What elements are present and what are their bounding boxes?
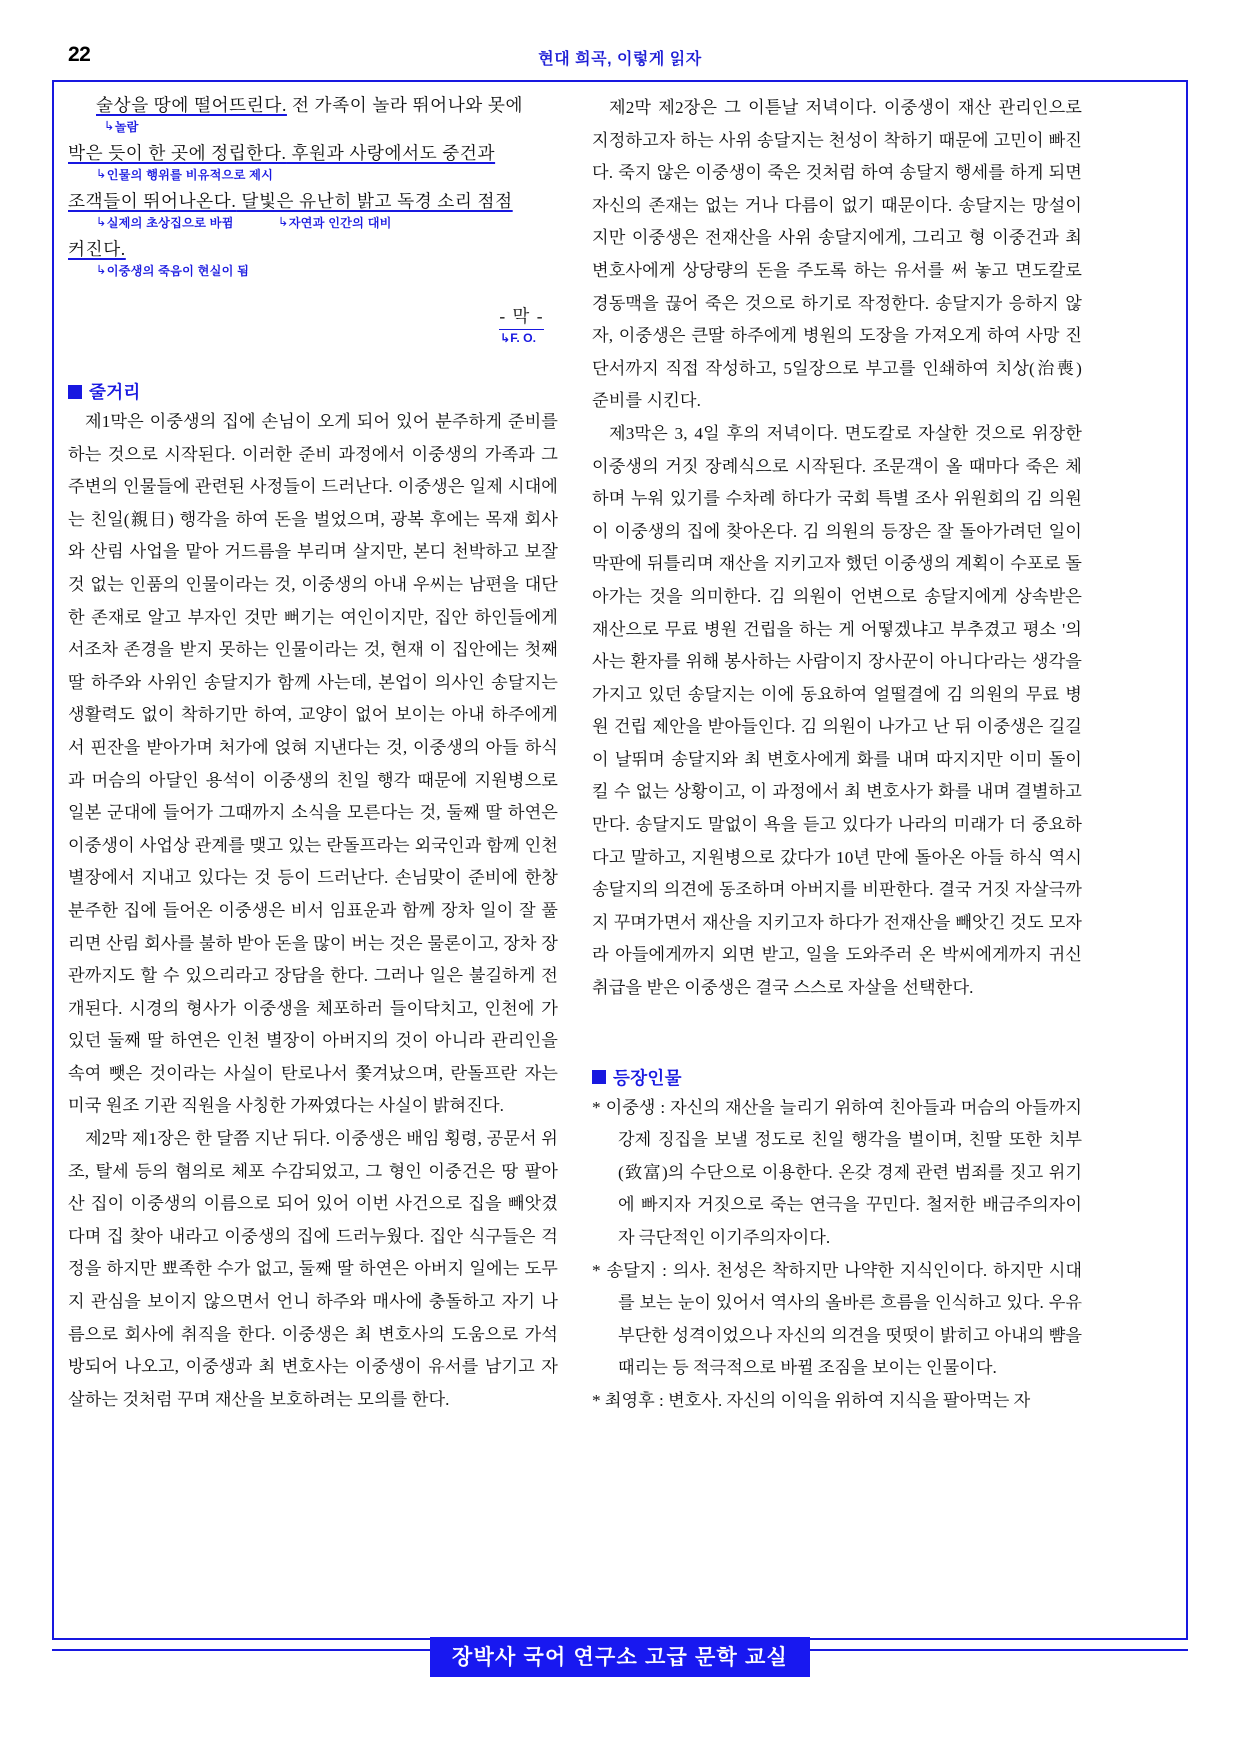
annotation-1-text: 놀람 bbox=[114, 120, 139, 134]
excerpt-line-3 bbox=[68, 188, 558, 214]
annotation-row-4 bbox=[68, 262, 558, 284]
annotation-2 bbox=[96, 166, 273, 183]
curtain-label: - 막 - bbox=[499, 302, 544, 330]
page-number: 22 bbox=[68, 43, 91, 66]
section-heading-synopsis-label: 줄거리 bbox=[89, 382, 141, 402]
curtain-annotation bbox=[68, 331, 558, 345]
hook-arrow-icon: ↳ bbox=[96, 167, 107, 181]
blue-square-bullet-icon bbox=[592, 1070, 606, 1084]
synopsis-paragraph-4: 제3막은 3, 4일 후의 저녁이다. 면도칼로 자살한 것으로 위장한 이중생의 거짓 장례식으로 시작된다. 조문객이 올 때마다 죽은 체하며 누워 있기를 수차례 하다가 국회 특별 조사 위원회의 김 의원이 이중생의 집에 찾아온다. 김 의원의 등장은 잘 돌아가려던 일이 막판에 뒤틀리며 재산을 지키고자 했던 이중생의 계획이 수포로 돌아가는 것을 의미한다. 김 의원이 언변으로 송달지에게 상속받은 재산으로 무료 병원 건립을 하는 게 어떻겠냐고 부추겼고 평소 '의사는 환자를 위해 봉사하는 사람이지 장사꾼이 아니다'라는 생각을 가지고 있던 송달지는 이에 동요하여 얼떨결에 김 의원의 무료 병원 건립 제안을 받아들인다. 김 의원이 나가고 난 뒤 이중생은 길길이 날뛰며 송달지와 최 변호사에게 화를 내며 따지지만 이미 돌이킬 수 없는 상황이고, 이 과정에서 최 변호사가 화를 내며 결별하고 만다. 송달지도 말없이 욕을 듣고 있다가 나라의 미래가 더 중요하다고 말하고, 지원병으로 갔다가 10년 만에 돌아온 아들 하식 역시 송달지의 의견에 동조하며 아버지를 비판한다. 결국 거짓 자살극까지 꾸며가면서 재산을 지키고자 하다가 전재산을 빼앗긴 것도 모자라 아들에게까지 외면 받고, 일을 도와주러 온 박씨에게까지 귀신 취급을 받은 이중생은 결국 스스로 자살을 선택한다. bbox=[592, 423, 1082, 998]
excerpt-line-4 bbox=[68, 236, 558, 262]
footer-banner-label: 장박사 국어 연구소 고급 문학 교실 bbox=[430, 1637, 810, 1677]
synopsis-paragraph-3: 제2막 제2장은 그 이튿날 저녁이다. 이중생이 재산 관리인으로 지정하고자 하는 사위 송달지는 천성이 착하기 때문에 고민이 빠진다. 죽지 않은 이중생이 죽은 것처럼 하여 송달지 행세를 하게 되면 자신의 존재는 없는 거나 다름이 없기 때문이다. 송달지는 망설이지만 이중생은 전재산을 사위 송달지에게, 그리고 형 이중건과 최 변호사에게 상당량의 돈을 주도록 하는 유서를 써 놓고 면도칼로 경동맥을 끊어 죽은 것으로 하기로 작정한다. 송달지가 응하지 않자, 이중생은 큰딸 하주에게 병원의 도장을 가져오게 하여 사망 진단서까지 직접 작성하고, 5일장으로 부고를 인쇄하여 치상(治喪) 준비를 시킨다. bbox=[592, 98, 1082, 411]
annotation-3b bbox=[278, 214, 392, 231]
annotation-2-text: 인물의 행위를 비유적으로 제시 bbox=[106, 168, 274, 182]
running-head bbox=[52, 42, 1188, 76]
synopsis-paragraph-2: 제2막 제1장은 한 달쯤 지난 뒤다. 이중생은 배임 횡령, 공문서 위조, 탈세 등의 혐의로 체포 수감되었고, 그 형인 이중건은 땅 팔아 산 집이 이중생의 이름으로 되어 있어 이번 사건으로 집을 빼앗겼다며 집 찾아 내라고 이중생의 집에 드러누웠다. 집안 식구들은 걱정을 하지만 뾰족한 수가 없고, 둘째 딸 하연은 아버지 일에는 도무지 관심을 보이지 않으면서 언니 하주와 매사에 충돌하고 자기 나름으로 회사에 취직을 한다. 이중생은 최 변호사의 도움으로 가석방되어 나오고, 이중생과 최 변호사는 이중생이 유서를 남기고 자살하는 것처럼 꾸며 재산을 보호하려는 모의를 한다. bbox=[68, 1129, 558, 1409]
section-heading-synopsis bbox=[68, 379, 558, 404]
section-heading-characters-label: 등장인물 bbox=[613, 1067, 682, 1088]
character-item: * 최영후 : 변호사. 자신의 이익을 위하여 지식을 팔아먹는 자 bbox=[592, 1390, 1031, 1410]
hook-arrow-icon: ↳ bbox=[500, 331, 511, 345]
excerpt-line-1 bbox=[68, 92, 558, 118]
two-column-body bbox=[68, 92, 1172, 1637]
annotation-4 bbox=[96, 262, 249, 279]
footer bbox=[0, 1637, 1240, 1677]
excerpt-line-2 bbox=[68, 140, 558, 166]
excerpt-line-2-underlined-a: 박은 듯이 한 곳에 정립한다. bbox=[68, 143, 287, 163]
excerpt-line-2-underlined-b: 후원과 사랑에서도 중건과 bbox=[286, 143, 496, 163]
annotated-excerpt bbox=[68, 92, 558, 345]
excerpt-line-4-underlined: 커진다. bbox=[68, 239, 126, 259]
curtain-marker bbox=[68, 302, 558, 330]
excerpt-line-1-rest: 전 가족이 놀라 뛰어나와 못에 bbox=[286, 95, 524, 115]
annotation-4-text: 이중생의 죽음이 현실이 됨 bbox=[106, 264, 250, 278]
annotation-row-3 bbox=[68, 214, 558, 236]
annotation-row-2 bbox=[68, 166, 558, 188]
character-item: * 송달지 : 의사. 천성은 착하지만 나약한 지식인이다. 하지만 시대를 보는 눈이 있어서 역사의 올바른 흐름을 인식하고 있다. 우유부단한 성격이었으나 자신의 의견을 떳떳이 밝히고 아내의 뺨을 때리는 등 적극적으로 바뀔 조짐을 보이는 인물이다. bbox=[592, 1260, 1082, 1378]
excerpt-line-3-underlined-a: 조객들이 뛰어나온다. bbox=[68, 191, 237, 211]
annotation-1 bbox=[104, 118, 139, 135]
hook-arrow-icon: ↳ bbox=[278, 215, 289, 229]
annotation-row-1 bbox=[68, 118, 558, 140]
excerpt-line-3-underlined-b: 달빛은 유난히 밝고 독경 소리 점점 bbox=[236, 191, 513, 211]
hook-arrow-icon: ↳ bbox=[96, 263, 107, 277]
curtain-annotation-text: F. O. bbox=[510, 331, 536, 345]
character-item: * 이중생 : 자신의 재산을 늘리기 위하여 친아들과 머슴의 아들까지 강제 징집을 보낼 정도로 친일 행각을 벌이며, 친딸 또한 치부(致富)의 수단으로 이용한다. 온갖 경제 관련 범죄를 짓고 위기에 빠지자 거짓으로 죽는 연극을 꾸민다. 철저한 배금주의자이자 극단적인 이기주의자이다. bbox=[592, 1097, 1082, 1247]
blue-square-bullet-icon bbox=[68, 385, 82, 399]
synopsis-paragraph-1: 제1막은 이중생의 집에 손님이 오게 되어 있어 분주하게 준비를 하는 것으로 시작된다. 이러한 준비 과정에서 이중생의 가족과 그 주변의 인물들에 관련된 사정들이 드러난다. 이중생은 일제 시대에는 친일(親日) 행각을 하여 돈을 벌었으며, 광복 후에는 목재 회사와 산림 사업을 맡아 거드름을 부리며 살지만, 본디 천박하고 보잘것 없는 인품의 인물이라는 것, 이중생의 아내 우씨는 남편을 대단한 존재로 알고 부자인 것만 뻐기는 여인이지만, 집안 하인들에게서조차 존경을 받지 못하는 인물이라는 것, 현재 이 집안에는 첫째 딸 하주와 사위인 송달지가 함께 사는데, 본업이 의사인 송달지는 생활력도 없이 착하기만 하여, 교양이 없어 보이는 아내 하주에게서 핀잔을 받아가며 처가에 얹혀 지낸다는 것, 이중생의 아들 하식과 머슴의 아달인 용석이 이중생의 친일 행각 때문에 지원병으로 일본 군대에 들어가 그때까지 소식을 모른다는 것, 둘째 딸 하연은 이중생이 사업상 관계를 맺고 있는 란돌프라는 외국인과 함께 인천 별장에서 지내고 있다는 것 등이 드러난다. 손님맞이 준비에 한창 분주한 집에 들어온 이중생은 비서 임표운과 함께 장차 일이 잘 풀리면 산림 회사를 불하 받아 돈을 많이 버는 것은 물론이고, 장차 장관까지도 할 수 있으리라고 장담을 한다. 그러나 일은 불길하게 전개된다. 시경의 형사가 이중생을 체포하러 들이닥치고, 인천에 가 있던 둘째 딸 하연은 인천 별장이 아버지의 것이 아니라 관리인을 속여 뺏은 것이라는 사실이 탄로나서 쫓겨났으며, 란돌프란 자는 미국 원조 기관 직원을 사칭한 가짜였다는 사실이 밝혀진다. bbox=[68, 412, 558, 1116]
excerpt-line-1-underlined: 술상을 땅에 떨어뜨린다. bbox=[96, 95, 287, 115]
right-column bbox=[592, 92, 1082, 1637]
section-heading-characters bbox=[592, 1065, 1082, 1090]
annotation-3b-text: 자연과 인간의 대비 bbox=[288, 216, 392, 230]
annotation-3a bbox=[96, 214, 234, 231]
hook-arrow-icon: ↳ bbox=[96, 215, 107, 229]
running-head-title: 현대 희곡, 이렇게 읽자 bbox=[538, 51, 702, 68]
left-column bbox=[68, 92, 558, 1637]
annotation-3a-text: 실제의 초상집으로 바뀜 bbox=[106, 216, 234, 230]
hook-arrow-icon: ↳ bbox=[104, 119, 115, 133]
